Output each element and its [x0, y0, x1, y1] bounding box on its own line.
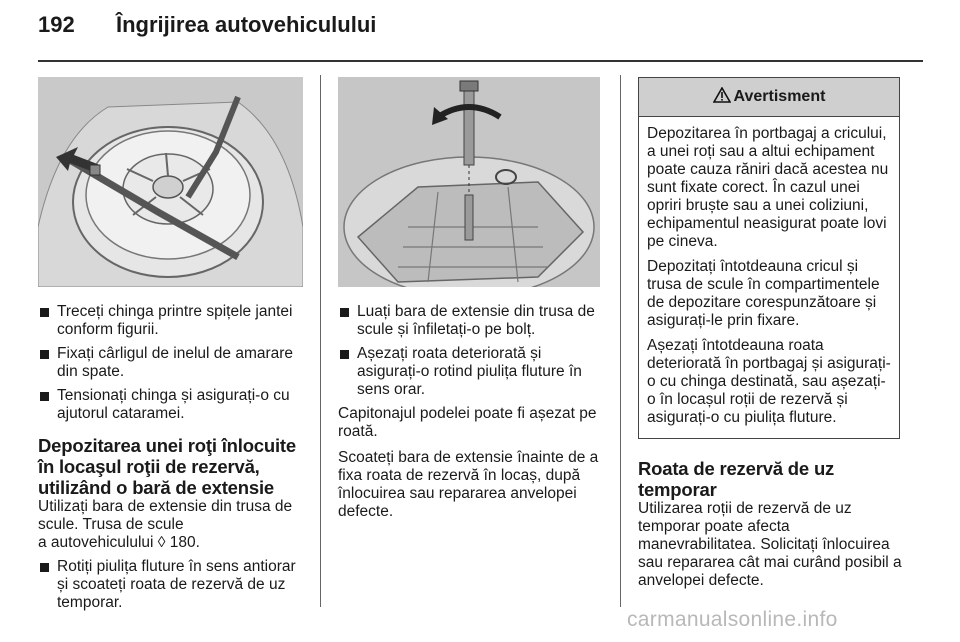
header-rule	[38, 60, 923, 62]
paragraph	[38, 498, 308, 552]
page-title: Îngrijirea autovehiculului	[116, 12, 377, 37]
column-1	[38, 303, 308, 618]
page-ref-icon: ◊	[157, 534, 166, 551]
warning-title: Avertisment	[733, 88, 826, 105]
bullet-text: Așezați roata deteriorată și asigurați-o rotind piulița fluture în sens orar.	[357, 345, 582, 398]
paragraph: Capitonajul podelei poate fi așezat pe roată.	[338, 405, 597, 440]
section-heading: Depozitarea unei roţi înlocuite în locaşul roţii de rezervă, utilizând o bară de extensie	[38, 435, 296, 498]
list-item	[338, 303, 606, 339]
column-divider-1	[320, 75, 321, 607]
bullet-square	[40, 308, 49, 317]
bullet-square	[340, 350, 349, 359]
paragraph-text: Utilizați bara de extensie din trusa de scule. Trusa de scule	[38, 498, 293, 533]
bullet-text: Treceți chinga printre spițele jantei conform figurii.	[57, 303, 293, 338]
warning-body	[639, 117, 899, 438]
warning-header	[639, 78, 899, 117]
warning-box	[638, 77, 900, 439]
warning-paragraph: Depozitarea în portbagaj a cricului, a unei roți sau a altui echipament poate cauza răniri dacă acestea nu sunt fixate corect. În cazul unei opriri bruște sau a unei coliziuni, echipamentul neasigurat poate lovi pe cineva.	[647, 125, 889, 250]
column-3-section	[638, 458, 908, 598]
bullet-square	[340, 308, 349, 317]
bullet-square	[40, 563, 49, 572]
section-heading: Roata de rezervă de uz temporar	[638, 458, 835, 500]
list-item	[38, 303, 308, 339]
bullet-square	[40, 392, 49, 401]
column-2	[338, 303, 606, 529]
list-item	[38, 387, 308, 423]
figure-extension-bar	[338, 77, 600, 287]
list-item	[38, 345, 308, 381]
warning-triangle-icon	[713, 87, 731, 108]
bullet-text: Tensionați chinga și asigurați-o cu ajutorul cataramei.	[57, 387, 290, 422]
bullet-text: Luați bara de extensie din trusa de scule și înfiletați-o pe bolț.	[357, 303, 595, 338]
figure-spare-wheel-strap	[38, 77, 303, 287]
warning-paragraph: Așezați întotdeauna roata deteriorată în portbagaj și asigurați-o cu chinga destinată, sau așezați-o în locașul roții de rezervă și asigurați-o cu piulița fluture.	[647, 337, 891, 426]
page-number: 192	[38, 12, 75, 37]
paragraph-text: a autovehiculului	[38, 534, 154, 551]
paragraph: Scoateți bara de extensie înainte de a fixa roata de rezervă în locaș, după înlocuirea sau repararea anvelopei defecte.	[338, 449, 599, 520]
column-divider-2	[620, 75, 621, 607]
warning-paragraph: Depozitați întotdeauna cricul și trusa de scule în compartimentele de depozitare corespunzătoare și asigurați-le prin fixare.	[647, 258, 880, 329]
paragraph: Utilizarea roții de rezervă de uz temporar poate afecta manevrabilitatea. Solicitați înlocuirea sau repararea cât mai curând posibil a anvelopei defecte.	[638, 500, 902, 589]
bullet-square	[40, 350, 49, 359]
bullet-text: Rotiți piulița fluture în sens antiorar și scoateți roata de rezervă de uz temporar.	[57, 558, 296, 611]
list-item	[38, 558, 308, 612]
watermark: carmanualsonline.info	[627, 608, 838, 631]
page-ref-link[interactable]: 180.	[169, 534, 200, 551]
list-item	[338, 345, 606, 399]
bullet-text: Fixați cârligul de inelul de amarare din spate.	[57, 345, 294, 380]
